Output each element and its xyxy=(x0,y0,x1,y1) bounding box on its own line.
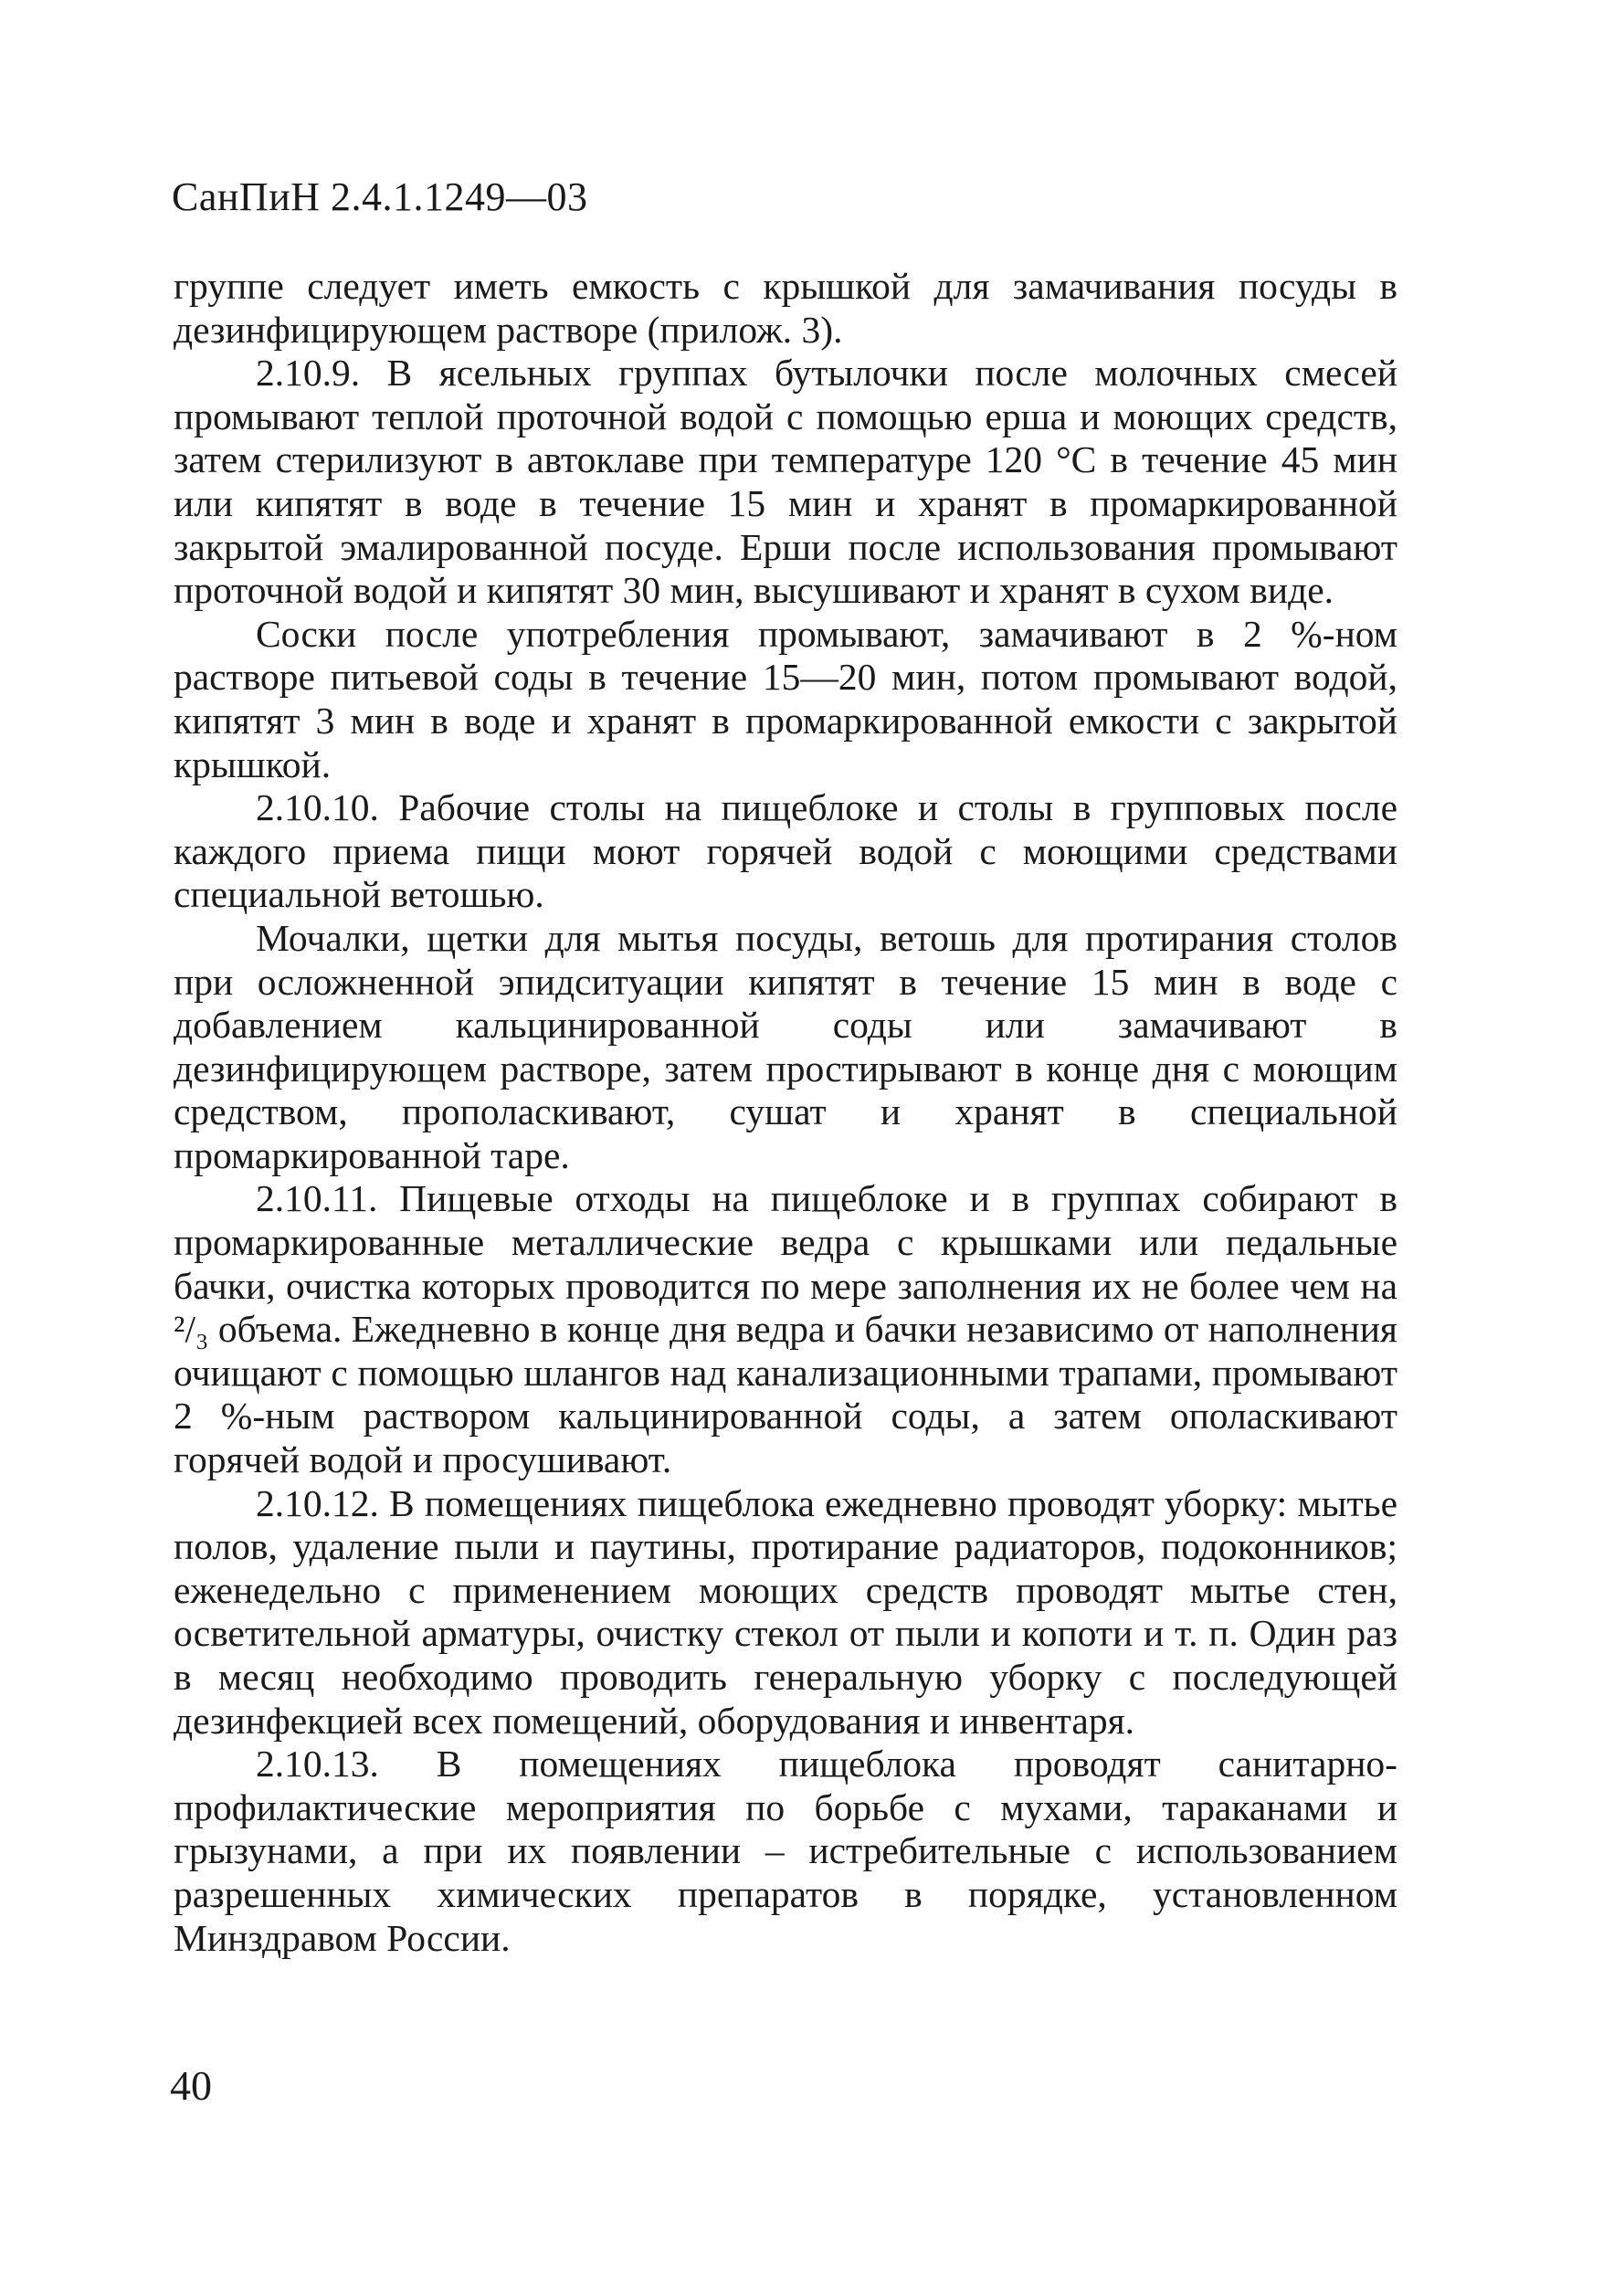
paragraph-2-10-10: 2.10.10. Рабочие столы на пищеблоке и столы в групповых после каждого приема пищи моют горячей водой с моющими средствами специальной ветошью. xyxy=(174,786,1397,916)
paragraph-2-10-12: 2.10.12. В помещениях пищеблока ежедневно проводят уборку: мытье полов, удаление пыли и паутины, протирание радиаторов, подоконников; еженедельно с применением моющих средств проводят мытье стен, осветительной арматуры, очистку стекол от пыли и копоти и т. п. Один раз в месяц необходимо проводить генеральную уборку с последующей дезинфекцией всех помещений, оборудования и инвентаря. xyxy=(174,1481,1397,1742)
document-header: СанПиН 2.4.1.1249—03 xyxy=(172,174,588,219)
page-number: 40 xyxy=(170,2062,212,2109)
paragraph-continuation: группе следует иметь емкость с крышкой для замачивания посуды в дезинфицирующем растворе (прилож. 3). xyxy=(174,265,1397,351)
paragraph-2-10-13: 2.10.13. В помещениях пищеблока проводят санитарно-профилактические мероприятия по борьбе с мухами, тараканами и грызунами, а при их появлении – истребительные с использованием разрешенных химических препаратов в порядке, установленном Минздравом России. xyxy=(174,1743,1397,1959)
document-body xyxy=(174,265,1397,1960)
paragraph-sponges: Мочалки, щетки для мытья посуды, ветошь для протирания столов при осложненной эпидситуации кипятят в течение 15 мин в воде с добавлением кальцинированной соды или замачивают в дезинфицирующем растворе, затем простирывают в конце дня с моющим средством, прополаскивают, сушат и хранят в специальной промаркированной таре. xyxy=(174,916,1397,1176)
paragraph-nipples: Соски после употребления промывают, замачивают в 2 %-ном растворе питьевой соды в течение 15—20 мин, потом промывают водой, кипятят 3 мин в воде и хранят в промаркированной емкости с закрытой крышкой. xyxy=(174,612,1397,785)
paragraph-2-10-11: 2.10.11. Пищевые отходы на пищеблоке и в группах собирают в промаркированные металлические ведра с крышками или педальные бачки, очистка которых проводится по мере заполнения их не более чем на ²/₃ объема. Ежедневно в конце дня ведра и бачки независимо от наполнения очищают с помощью шлангов над канализационными трапами, промывают 2 %-ным раствором кальцинированной соды, а затем ополаскивают горячей водой и просушивают. xyxy=(174,1177,1397,1481)
paragraph-2-10-9: 2.10.9. В ясельных группах бутылочки после молочных смесей промывают теплой проточной водой с помощью ерша и моющих средств, затем стерилизуют в автоклаве при температуре 120 °С в течение 45 мин или кипятят в воде в течение 15 мин и хранят в промаркированной закрытой эмалированной посуде. Ерши после использования промывают проточной водой и кипятят 30 мин, высушивают и хранят в сухом виде. xyxy=(174,352,1397,612)
